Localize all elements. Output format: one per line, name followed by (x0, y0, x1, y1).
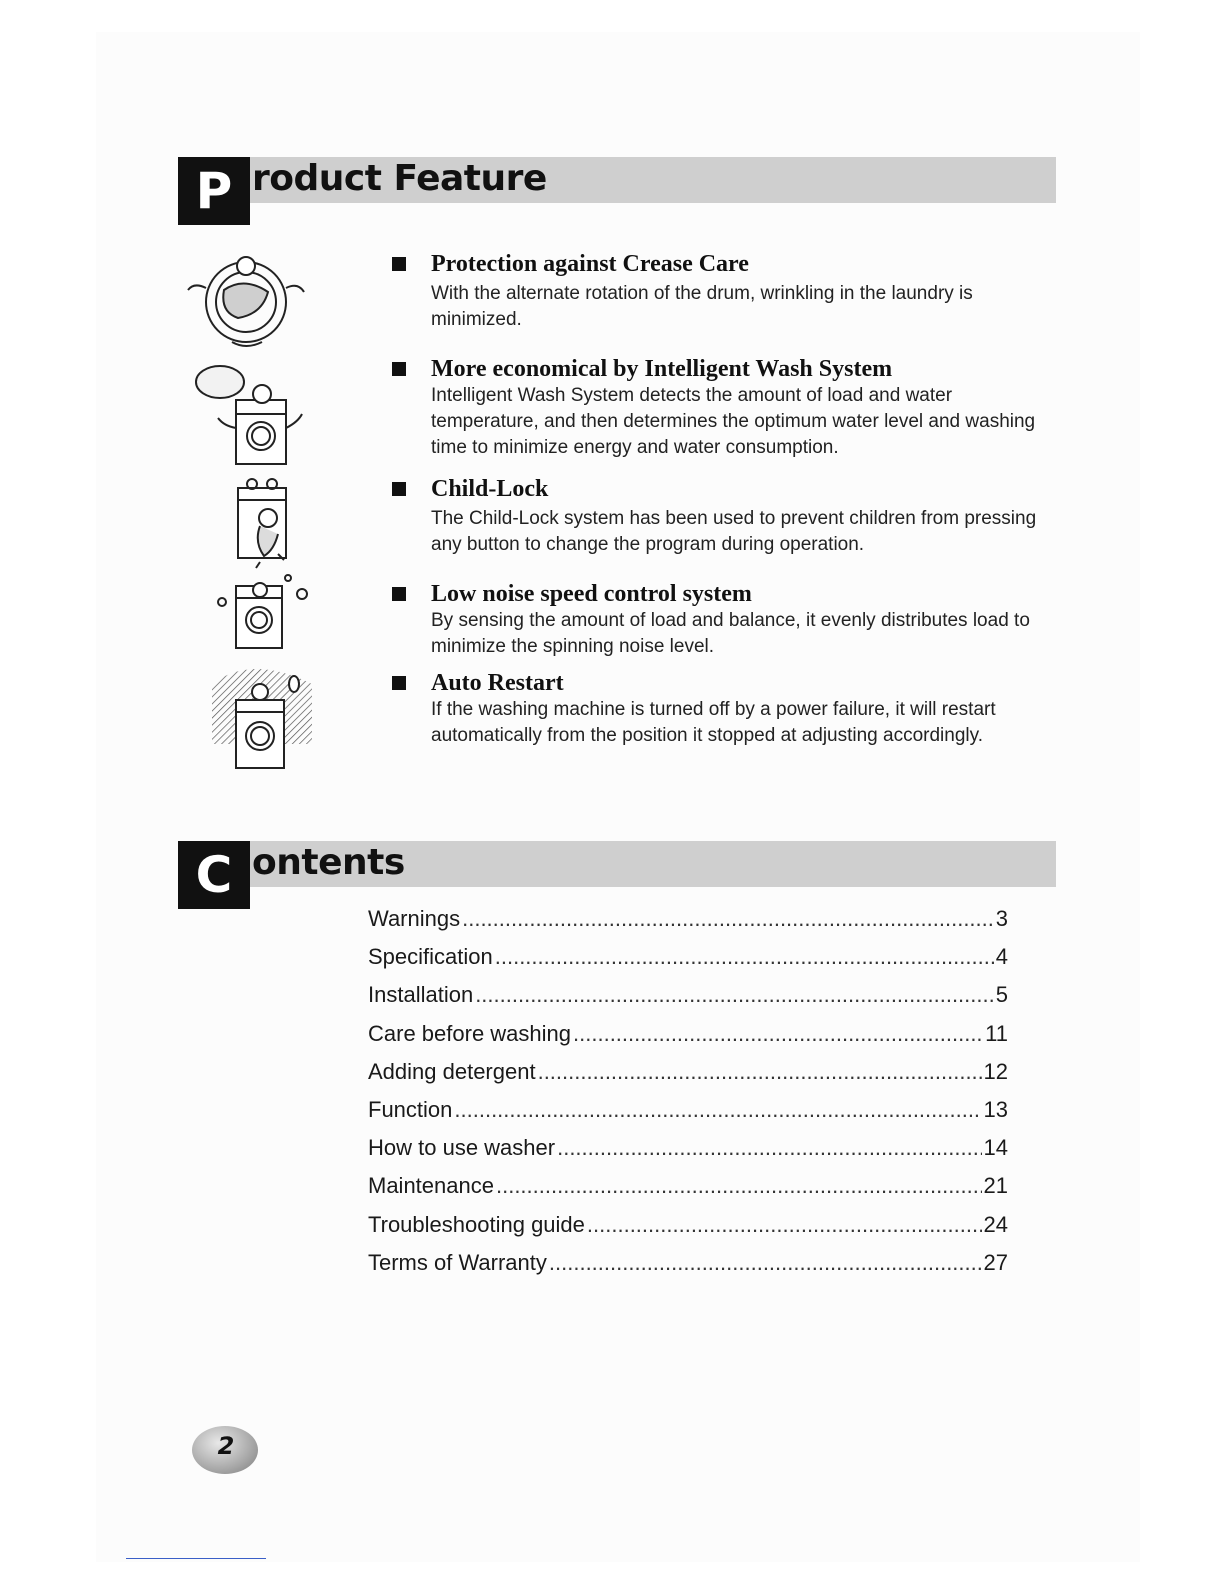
toc-entry-adding-detergent[interactable] (368, 1053, 1008, 1091)
toc-entry-maintenance[interactable] (368, 1167, 1008, 1205)
toc-entry-label: How to use washer (368, 1135, 556, 1161)
feature-title: Low noise speed control system (431, 581, 752, 607)
contents-heading: ontents (252, 842, 405, 883)
bullet-square-icon (392, 362, 406, 376)
toc-entry-specification[interactable] (368, 938, 1008, 976)
page-number: 2 (217, 1432, 235, 1460)
table-of-contents (368, 900, 1008, 1282)
toc-entry-page: 12 (983, 1058, 1008, 1084)
toc-entry-troubleshooting-guide[interactable] (368, 1206, 1008, 1244)
toc-leader-dots (496, 1167, 982, 1205)
bullet-square-icon (392, 587, 406, 601)
auto-restart-illustration (206, 660, 316, 772)
feature-item (390, 669, 1050, 749)
feature-text: The Child-Lock system has been used to prevent children from pressing any button to change the program during operation. (431, 508, 1037, 555)
toc-leader-dots (454, 1091, 981, 1129)
toc-entry-label: Troubleshooting guide (368, 1211, 585, 1237)
toc-entry-terms-of-warranty[interactable] (368, 1244, 1008, 1282)
feature-item (390, 580, 1050, 660)
feature-title: Protection against Crease Care (431, 251, 749, 277)
toc-leader-dots (475, 976, 994, 1014)
contents-cap-letter: C (178, 841, 250, 909)
toc-entry-label: Warnings (368, 906, 461, 931)
toc-entry-page: 5 (995, 982, 1008, 1008)
toc-entry-care-before-washing[interactable] (368, 1015, 1008, 1053)
low-noise-illustration (212, 574, 312, 652)
toc-entry-installation[interactable] (368, 976, 1008, 1014)
toc-entry-label: Specification (368, 944, 493, 970)
toc-leader-dots (549, 1244, 982, 1282)
toc-entry-page: 27 (983, 1249, 1008, 1275)
feature-text: With the alternate rotation of the drum, wrinkling in the laundry is minimized. (431, 283, 973, 330)
bullet-square-icon (392, 482, 406, 496)
toc-entry-label: Adding detergent (368, 1058, 536, 1084)
bullet-square-icon (392, 676, 406, 690)
toc-leader-dots (587, 1206, 982, 1244)
toc-leader-dots (462, 900, 994, 938)
intelligent-wash-illustration (190, 358, 310, 468)
toc-entry-page: 4 (995, 944, 1008, 970)
feature-item (390, 250, 1050, 333)
product-feature-heading: roduct Feature (252, 158, 547, 199)
feature-title: Child-Lock (431, 476, 549, 502)
product-feature-cap-letter: P (178, 157, 250, 225)
feature-text: By sensing the amount of load and balance, it evenly distributes load to minimize the spinning noise level. (431, 610, 1030, 657)
toc-entry-label: Maintenance (368, 1173, 494, 1199)
toc-entry-how-to-use-washer[interactable] (368, 1129, 1008, 1167)
bullet-square-icon (392, 257, 406, 271)
toc-entry-page: 14 (983, 1135, 1008, 1161)
toc-entry-label: Terms of Warranty (368, 1249, 547, 1275)
toc-entry-page: 3 (995, 906, 1008, 931)
feature-title: More economical by Intelligent Wash System (431, 356, 893, 382)
page-number-badge (180, 1426, 264, 1478)
feature-text: Intelligent Wash System detects the amount of load and water temperature, and then determines the optimum water level and washing time to minimize energy and water consumption. (431, 385, 1036, 458)
toc-entry-page: 21 (983, 1173, 1008, 1199)
toc-entry-function[interactable] (368, 1091, 1008, 1129)
toc-leader-dots (495, 938, 994, 976)
child-lock-illustration (230, 474, 294, 570)
feature-text: If the washing machine is turned off by a power failure, it will restart automatically from the position it stopped at adjusting accordingly. (431, 699, 996, 746)
crease-care-drum-illustration (184, 250, 310, 350)
toc-leader-dots (538, 1053, 982, 1091)
toc-entry-warnings[interactable] (368, 900, 1008, 938)
feature-title: Auto Restart (431, 670, 564, 696)
toc-leader-dots (557, 1129, 981, 1167)
toc-entry-page: 13 (983, 1096, 1008, 1122)
toc-entry-page: 11 (985, 1020, 1008, 1046)
feature-item (390, 475, 1050, 558)
toc-entry-label: Care before washing (368, 1020, 572, 1046)
toc-entry-page: 24 (983, 1211, 1008, 1237)
toc-entry-label: Function (368, 1096, 453, 1122)
toc-leader-dots (573, 1015, 983, 1053)
toc-entry-label: Installation (368, 982, 474, 1008)
bottom-divider-line (126, 1558, 266, 1559)
feature-item (390, 355, 1050, 461)
